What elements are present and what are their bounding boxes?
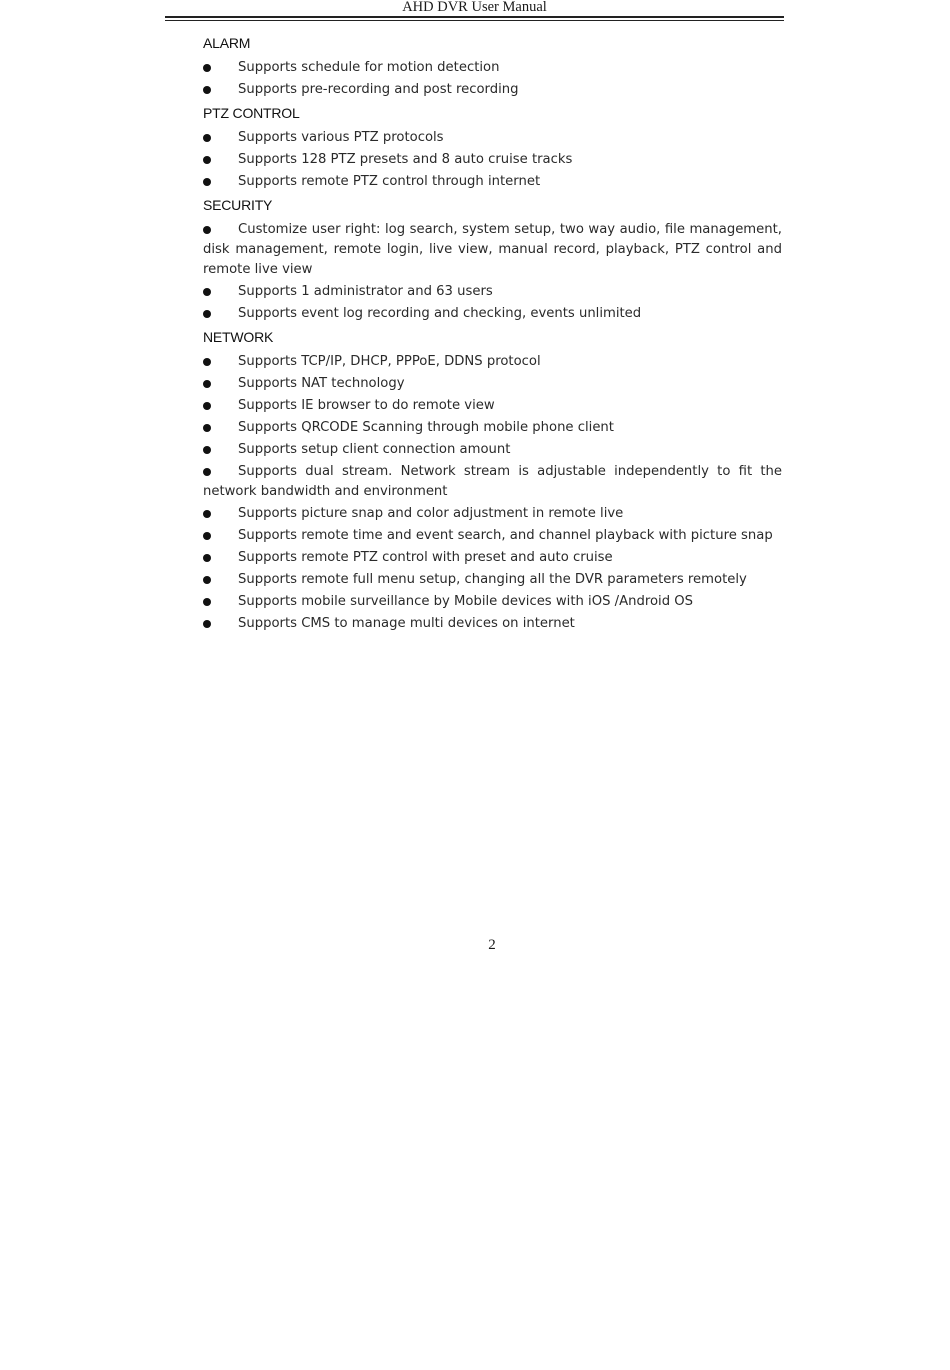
- list-item: Supports remote PTZ control with preset and auto cruise: [203, 548, 782, 568]
- bullet-icon: [203, 64, 211, 72]
- list-item: Supports IE browser to do remote view: [203, 396, 782, 416]
- list-item: Supports QRCODE Scanning through mobile phone client: [203, 418, 782, 438]
- bullet-icon: [203, 358, 211, 366]
- bullet-icon: [203, 134, 211, 142]
- header-rule: [165, 16, 784, 18]
- bullet-icon: [203, 510, 211, 518]
- list-item: Supports 128 PTZ presets and 8 auto cruise tracks: [203, 150, 782, 170]
- bullet-icon: [203, 380, 211, 388]
- list-item: Supports dual stream. Network stream is adjustable independently to fit the network bandwidth and environment: [203, 464, 782, 499]
- section-network: [203, 326, 782, 634]
- list-item: Supports pre-recording and post recording: [203, 80, 782, 100]
- list-item: Customize user right: log search, system setup, two way audio, file management, disk management, remote login, live view, manual record, playback, PTZ control and remote live view: [203, 222, 782, 277]
- bullet-list: [203, 352, 782, 634]
- bullet-list: [203, 58, 782, 100]
- page-number: 2: [488, 937, 496, 953]
- list-item: Supports CMS to manage multi devices on internet: [203, 614, 782, 634]
- list-item: Supports remote full menu setup, changing all the DVR parameters remotely: [203, 570, 782, 590]
- section-title: NETWORK: [203, 329, 274, 345]
- list-item: Supports 1 administrator and 63 users: [203, 282, 782, 302]
- list-item: Supports various PTZ protocols: [203, 128, 782, 148]
- bullet-icon: [203, 532, 211, 540]
- list-item: Supports remote time and event search, and channel playback with picture snap: [203, 526, 782, 546]
- section-ptz-control: [203, 102, 782, 192]
- section-title: SECURITY: [203, 197, 273, 213]
- bullet-icon: [203, 156, 211, 164]
- list-item: Supports setup client connection amount: [203, 440, 782, 460]
- bullet-icon: [203, 620, 211, 628]
- header-rule-thin: [165, 20, 784, 21]
- list-item: Supports TCP/IP, DHCP, PPPoE, DDNS protocol: [203, 352, 782, 372]
- list-item: Supports picture snap and color adjustment in remote live: [203, 504, 782, 524]
- bullet-icon: [203, 402, 211, 410]
- bullet-list: [203, 128, 782, 192]
- bullet-icon: [203, 310, 211, 318]
- bullet-icon: [203, 86, 211, 94]
- bullet-icon: [203, 288, 211, 296]
- bullet-icon: [203, 424, 211, 432]
- document-body: [203, 32, 782, 636]
- bullet-icon: [203, 226, 211, 234]
- bullet-icon: [203, 468, 211, 476]
- bullet-icon: [203, 178, 211, 186]
- section-security: [203, 194, 782, 324]
- bullet-icon: [203, 446, 211, 454]
- list-item: Supports remote PTZ control through internet: [203, 172, 782, 192]
- list-item: Supports NAT technology: [203, 374, 782, 394]
- bullet-list: [203, 220, 782, 324]
- bullet-icon: [203, 554, 211, 562]
- list-item: Supports schedule for motion detection: [203, 58, 782, 78]
- list-item: Supports event log recording and checking, events unlimited: [203, 304, 782, 324]
- bullet-icon: [203, 598, 211, 606]
- section-alarm: [203, 32, 782, 100]
- running-header: AHD DVR User Manual: [402, 0, 547, 15]
- section-title: ALARM: [203, 35, 251, 51]
- bullet-icon: [203, 576, 211, 584]
- list-item: Supports mobile surveillance by Mobile devices with iOS /Android OS: [203, 592, 782, 612]
- section-title: PTZ CONTROL: [203, 105, 300, 121]
